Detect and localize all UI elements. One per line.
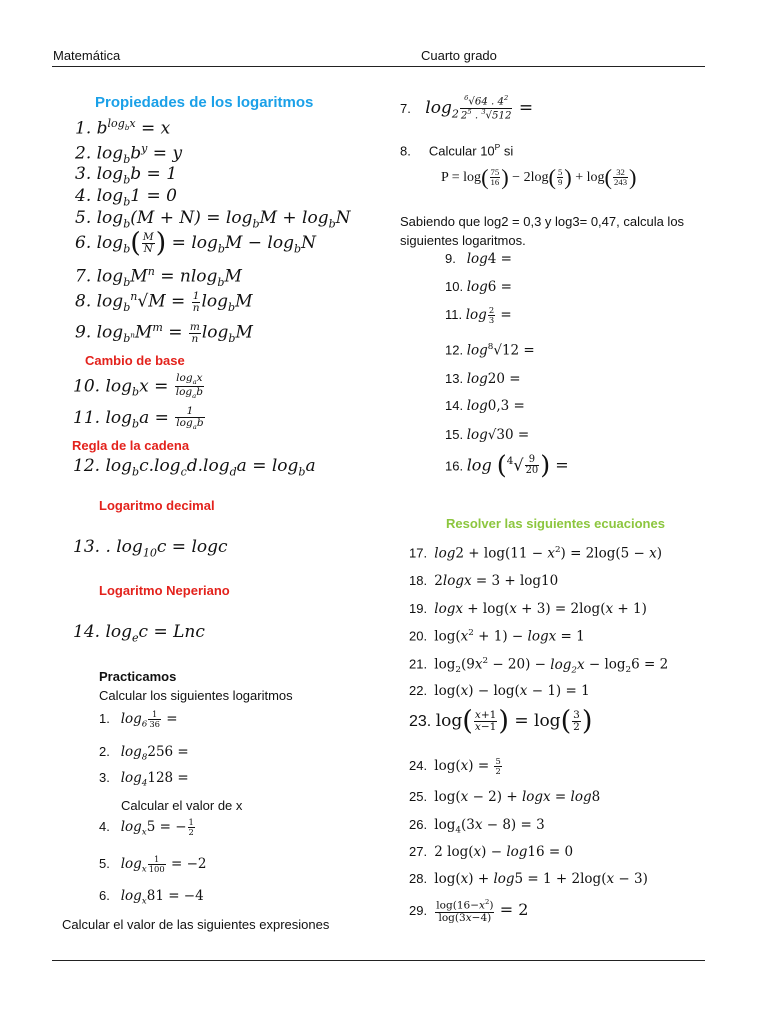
equation-25: 25. log(x − 2) + logx = log8 (409, 789, 601, 805)
property-9: 9. $\log_{b^n}M^m$ = $\frac{m}{n}$ $\log_bM$ (75, 320, 253, 346)
equation-28: 28. log(x) + log5 = 1 + 2log(x − 3) (409, 871, 648, 887)
exercise-9: 9. log4 = (445, 251, 512, 267)
title-logaritmo-decimal: Logaritmo decimal (99, 498, 215, 513)
exercise-7: 7. $\log_2$ $\frac{^6√64 . 4^2}{2^5 . ^3√512}$ = (400, 94, 534, 122)
equation-22: 22. log(x) − log(x − 1) = 1 (409, 683, 590, 699)
equation-20: 20. $\log(x^2 + 1) - \log x = 1$ (409, 628, 585, 645)
practicamos-instruction: Calcular los siguientes logaritmos (99, 688, 293, 703)
practice-1: 1. $\log_6$ $\frac{1}{36}$ = (99, 709, 178, 730)
exercise-13: 13. log20 = (445, 371, 521, 387)
property-10: 10. $\log_bx$ = $\frac{\log_ax}{\log_ab}$ (73, 372, 204, 401)
p-formula: P = log( $\frac{75}{16}$ ) − 2log( $\frac{5}{9}$ ) + log( $\frac{32}{243}$ ) (441, 164, 637, 190)
property-4: 4. $\log_b1 = 0$ (75, 186, 177, 209)
property-8: 8. $\log_b^n√M$ = $\frac{1}{n}$ $\log_bM$ (75, 289, 253, 315)
equation-26: 26. $\log_4(3x - 8) = 3$ (409, 817, 545, 836)
equation-19: 19. logx + log(x + 3) = 2log(x + 1) (409, 601, 647, 617)
practice-5: 5. $\log_x$ $\frac{1}{100}$ = −2 (99, 854, 207, 875)
exercise-10: 10. log6 = (445, 279, 512, 295)
equation-24: 24. log(x) = $\frac{5}{2}$ (409, 756, 501, 776)
title-practicamos: Practicamos (99, 669, 177, 684)
equation-21: 21. $\log_2(9x^2 - 20) - \log_2x - \log_26 = 2$ (409, 656, 669, 676)
exercise-14: 14. log0,3 = (445, 398, 525, 414)
property-6: 6. $\log_b$( $\frac{M}{N}$ ) = $\log_bM - \log_bN$ (75, 227, 316, 259)
title-propiedades: Propiedades de los logaritmos (95, 94, 314, 111)
property-11: 11. $\log_ba$ = $\frac{1}{\log_ab}$ (73, 405, 204, 432)
equation-23: 23. log( $\frac{x+1}{x-1}$ ) = log( $\frac{3}{2}$ ) (409, 705, 593, 737)
property-3: 3. $\log_bb = 1$ (75, 164, 178, 187)
equation-18: 18. 2logx = 3 + log10 (409, 573, 559, 589)
property-13: 13. . $\log_{10}c = \log c$ (73, 537, 228, 560)
property-14: 14. $\log_ec$ = Lnc (73, 622, 205, 645)
header-subject: Matemática (53, 48, 121, 63)
equation-27: 27. 2 log(x) − log16 = 0 (409, 844, 574, 860)
exercise-16: 16. log ($^4$√ $\frac{9}{20}$ ) = (445, 450, 569, 481)
property-12: 12. $\log_bc.\log_cd.\log_da = \log_ba$ (73, 456, 316, 479)
sabiendo-line-2: siguientes logaritmos. (400, 233, 526, 248)
exercise-8: 8. Calcular $10^P$ si (400, 142, 514, 159)
title-regla-cadena: Regla de la cadena (72, 438, 190, 453)
footer-rule (52, 960, 705, 961)
practice-6: 6. $\log_x81 = -4$ (99, 888, 204, 907)
header-rule (52, 66, 705, 67)
exercise-15: 15. log√30 = (445, 427, 530, 443)
exercise-11: 11. log $\frac{2}{3}$ = (445, 305, 512, 325)
practice-2: 2. $\log_8256$ = (99, 744, 189, 763)
title-cambio-base: Cambio de base (85, 353, 185, 368)
sabiendo-line-1: Sabiendo que log2 = 0,3 y log3= 0,47, calcula los (400, 214, 685, 229)
exercise-12: 12. $\log^8√12$ = (445, 342, 535, 359)
property-2: 2. $\log_bb^y = y$ (75, 142, 183, 167)
equation-29: 29. $\frac{\log(16-x^2)}{\log(3x-4)}$ = 2 (409, 898, 529, 924)
header-grade: Cuarto grado (421, 48, 497, 63)
property-1: 1. $b^{log_bx} = x$ (75, 117, 171, 139)
practice-3: 3. $\log_4128$ = (99, 770, 189, 789)
equation-17: 17. $\log 2 + \log(11 - x^2) = 2\log(5 - x)$ (409, 545, 663, 562)
practice-4: 4. $\log_x5$ = − $\frac{1}{2}$ (99, 817, 194, 838)
property-7: 7. $\log_bM^n = nlog_bM$ (75, 265, 242, 290)
expresiones-instruction: Calcular el valor de las siguientes expresiones (62, 917, 330, 932)
title-ecuaciones: Resolver las siguientes ecuaciones (446, 516, 665, 531)
property-5: 5. $\log_b(M + N) = \log_bM + \log_bN$ (75, 208, 351, 231)
calc-x-instruction: Calcular el valor de x (121, 798, 243, 813)
title-logaritmo-neperiano: Logaritmo Neperiano (99, 583, 230, 598)
